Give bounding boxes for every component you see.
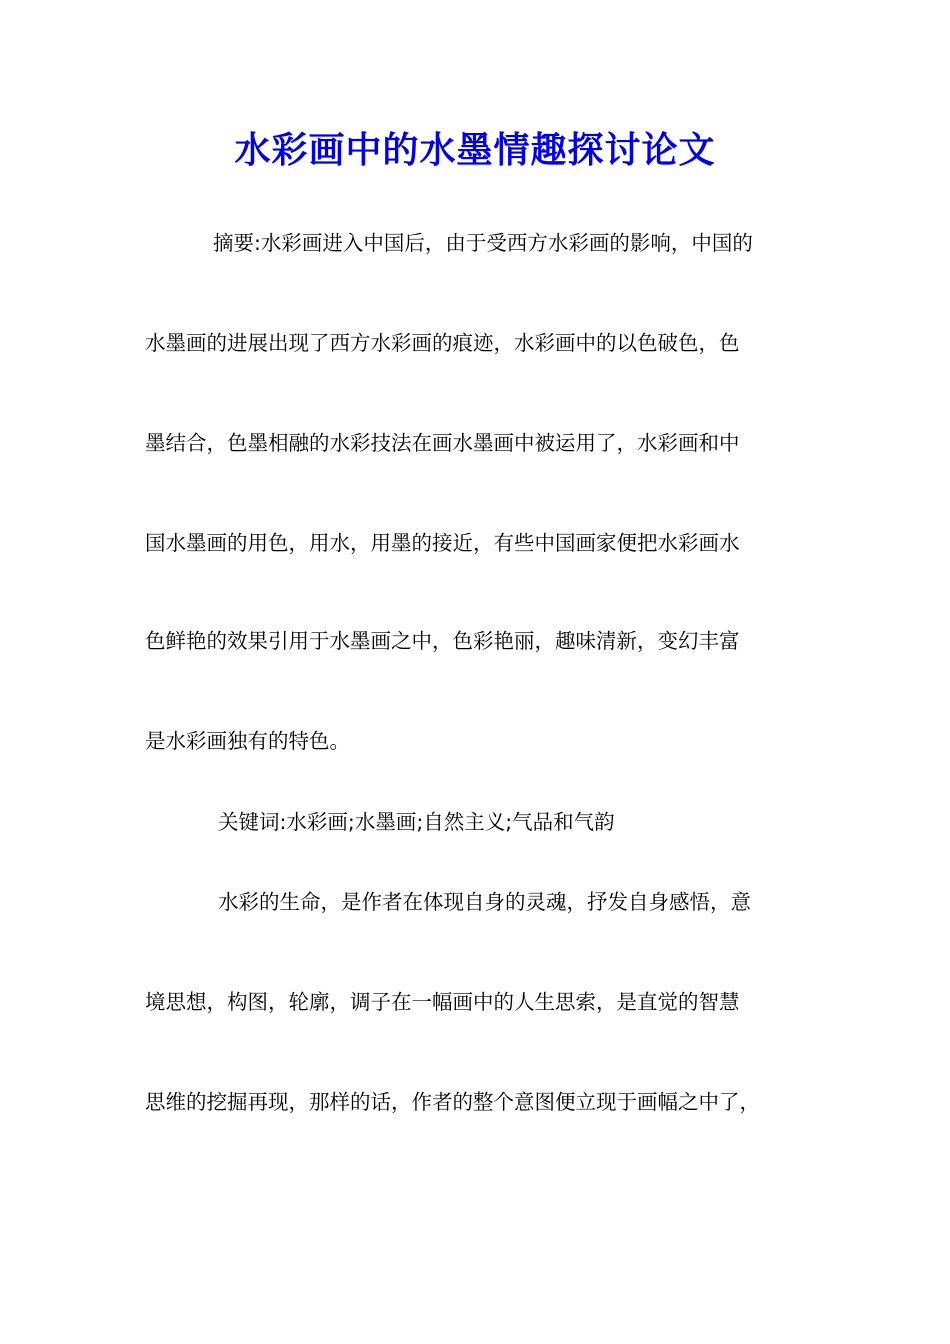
body-line-2: 境思想，构图，轮廓，调子在一幅画中的人生思索，是直觉的智慧 [145,990,740,1014]
body-line-3: 思维的挖掘再现，那样的话，作者的整个意图便立现于画幅之中了， [145,1090,760,1114]
abstract-line-4: 国水墨画的用色，用水，用墨的接近，有些中国画家便把水彩画水 [145,531,740,555]
abstract-line-5: 色鲜艳的效果引用于水墨画之中，色彩艳丽，趣味清新，变幻丰富 [145,629,740,653]
abstract-line-1: 摘要:水彩画进入中国后，由于受西方水彩画的影响，中国的 [213,231,753,255]
body-line-1: 水彩的生命，是作者在体现自身的灵魂，抒发自身感悟，意 [218,890,751,914]
document-title: 水彩画中的水墨情趣探讨论文 [234,129,716,171]
abstract-line-2: 水墨画的进展出现了西方水彩画的痕迹，水彩画中的以色破色，色 [145,331,740,355]
abstract-line-6: 是水彩画独有的特色。 [145,729,350,753]
abstract-line-3: 墨结合，色墨相融的水彩技法在画水墨画中被运用了，水彩画和中 [145,431,740,455]
keywords-line: 关键词:水彩画;水墨画;自然主义;气品和气韵 [218,810,615,834]
